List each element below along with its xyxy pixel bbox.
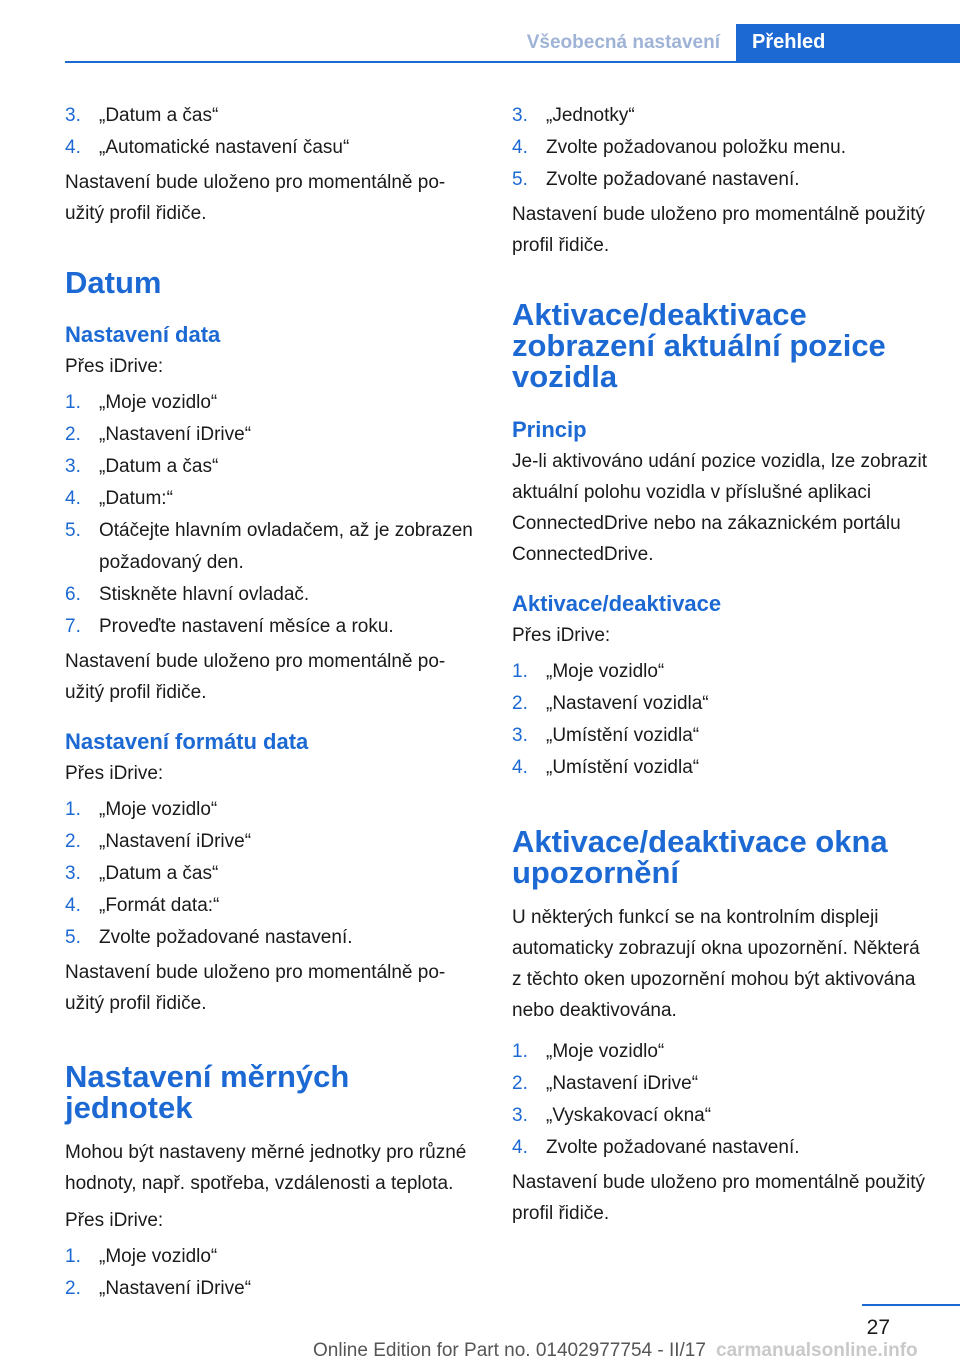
list-item <box>65 515 477 579</box>
list-item <box>512 164 930 196</box>
list-number: 1. <box>65 392 81 413</box>
list-number: 5. <box>65 927 81 948</box>
list-text: Zvolte požadovanou položku menu. <box>546 137 846 158</box>
footer-rule <box>862 1304 960 1306</box>
list-number: 4. <box>65 895 81 916</box>
list-item <box>65 387 477 419</box>
list-item <box>65 419 477 451</box>
heading-datum: Datum <box>65 265 162 300</box>
list-number: 1. <box>512 1041 528 1062</box>
list-item <box>512 1100 930 1132</box>
heading-units: Nastavení měrných jednotek <box>65 1059 350 1125</box>
list-number: 2. <box>65 1278 81 1299</box>
list-item <box>512 132 930 164</box>
list-item <box>512 1132 930 1164</box>
list-number: 3. <box>65 863 81 884</box>
left-top-list <box>65 100 477 164</box>
list-text: „Nastavení iDrive“ <box>546 1073 699 1094</box>
list-text: „Moje vozidlo“ <box>99 392 218 413</box>
list-number: 1. <box>65 1246 81 1267</box>
right-top-list <box>512 100 930 196</box>
list-item <box>65 1273 477 1305</box>
list-text: Otáčejte hlavním ovladačem, až je zobrazen požadovaný den. <box>99 520 473 573</box>
heading-nastaveni-data: Nastavení data <box>65 322 221 347</box>
left-note-2: Nastavení bude uloženo pro momentálně použitý profil řidiče. <box>65 962 446 1014</box>
list-text: Zvolte požadované nastavení. <box>99 927 353 948</box>
list-text: „Automatické nastavení času“ <box>99 137 350 158</box>
list-number: 3. <box>512 1105 528 1126</box>
list-text: Zvolte požadované nastavení. <box>546 1137 800 1158</box>
left-column <box>65 100 477 1305</box>
list-item <box>65 132 477 164</box>
units-steps <box>65 1241 477 1305</box>
list-text: „Formát data:“ <box>99 895 220 916</box>
list-number: 4. <box>512 757 528 778</box>
list-item <box>65 890 477 922</box>
list-number: 4. <box>512 137 528 158</box>
list-number: 1. <box>65 799 81 820</box>
list-item <box>512 656 930 688</box>
list-text: „Vyskakovací okna“ <box>546 1105 712 1126</box>
heading-warning-windows: Aktivace/deaktivace okna upozornění <box>512 824 888 890</box>
list-text: „Umístění vozidla“ <box>546 725 700 746</box>
date-format-steps <box>65 794 477 954</box>
list-text: „Datum a čas“ <box>99 863 219 884</box>
list-number: 2. <box>65 831 81 852</box>
list-number: 1. <box>512 661 528 682</box>
list-text: Proveďte nastavení měsíce a roku. <box>99 616 394 637</box>
list-number: 3. <box>65 456 81 477</box>
header-section-title: Všeobecná nastavení <box>526 32 720 53</box>
list-text: „Datum a čas“ <box>99 456 219 477</box>
heading-princip: Princip <box>512 417 587 442</box>
list-text: „Nastavení iDrive“ <box>99 424 252 445</box>
header-rule <box>65 61 960 63</box>
list-item <box>512 720 930 752</box>
list-text: Zvolte požadované nastavení. <box>546 169 800 190</box>
list-item <box>65 611 477 643</box>
right-column <box>512 100 930 1229</box>
list-text: „Jednotky“ <box>546 105 635 126</box>
position-steps <box>512 656 930 784</box>
list-item <box>65 451 477 483</box>
via-idrive-2: Přes iDrive: <box>65 763 164 784</box>
list-number: 4. <box>65 137 81 158</box>
right-top-note: Nastavení bude uloženo pro momentálně použitý profil řidiče. <box>512 204 925 256</box>
list-number: 4. <box>512 1137 528 1158</box>
list-text: Stiskněte hlavní ovladač. <box>99 584 310 605</box>
list-item <box>512 1036 930 1068</box>
page-number: 27 <box>866 1316 890 1339</box>
header-tab: Přehled <box>736 24 960 61</box>
list-number: 2. <box>65 424 81 445</box>
via-idrive-1: Přes iDrive: <box>65 356 164 377</box>
left-top-note: Nastavení bude uloženo pro momentálně použitý profil řidiče. <box>65 172 446 224</box>
units-description: Mohou být nastaveny měrné jednotky pro různé hodnoty, např. spotřeba, vzdálenosti a teplota. <box>65 1142 467 1194</box>
list-text: „Datum a čas“ <box>99 105 219 126</box>
list-text: „Umístění vozidla“ <box>546 757 700 778</box>
list-text: „Moje vozidlo“ <box>546 1041 665 1062</box>
warning-windows-steps <box>512 1036 930 1164</box>
list-number: 7. <box>65 616 81 637</box>
list-number: 2. <box>512 693 528 714</box>
list-item <box>65 826 477 858</box>
date-setting-steps <box>65 387 477 643</box>
list-number: 6. <box>65 584 81 605</box>
list-text: „Moje vozidlo“ <box>546 661 665 682</box>
list-item <box>65 794 477 826</box>
list-item <box>65 579 477 611</box>
heading-format-data: Nastavení formátu data <box>65 729 309 754</box>
princip-description: Je-li aktivováno udání pozice vozidla, lze zobrazit aktuální polohu vozidla v příslušné aplikaci ConnectedDrive nebo na zákaznickém portálu ConnectedDrive. <box>512 451 928 565</box>
list-number: 3. <box>512 725 528 746</box>
list-number: 2. <box>512 1073 528 1094</box>
heading-aktivace: Aktivace/deaktivace <box>512 591 722 616</box>
warning-windows-description: U některých funkcí se na kontrolním displeji automaticky zobrazují okna upozornění. Některá z těchto oken upozornění mohou být aktivována nebo deaktivována. <box>512 907 920 1021</box>
list-item <box>65 1241 477 1273</box>
via-idrive-3: Přes iDrive: <box>65 1210 164 1231</box>
list-number: 5. <box>512 169 528 190</box>
via-idrive-right: Přes iDrive: <box>512 625 611 646</box>
list-number: 4. <box>65 488 81 509</box>
list-text: „Nastavení vozidla“ <box>546 693 709 714</box>
list-text: „Moje vozidlo“ <box>99 1246 218 1267</box>
list-item <box>65 483 477 515</box>
list-item <box>512 1068 930 1100</box>
left-note-1: Nastavení bude uloženo pro momentálně použitý profil řidiče. <box>65 651 446 703</box>
list-text: „Moje vozidlo“ <box>99 799 218 820</box>
heading-vehicle-position: Aktivace/deaktivace zobrazení aktuální pozice vozidla <box>512 297 886 394</box>
list-item <box>65 858 477 890</box>
list-text: „Nastavení iDrive“ <box>99 831 252 852</box>
list-item <box>512 752 930 784</box>
right-note-2: Nastavení bude uloženo pro momentálně použitý profil řidiče. <box>512 1172 925 1224</box>
watermark: carmanualsonline.info <box>716 1340 918 1361</box>
list-item <box>65 100 477 132</box>
list-text: „Nastavení iDrive“ <box>99 1278 252 1299</box>
footer-edition: Online Edition for Part no. 01402977754 - II/17 <box>313 1340 706 1361</box>
list-item <box>512 688 930 720</box>
list-number: 3. <box>65 105 81 126</box>
list-item <box>65 922 477 954</box>
list-item <box>512 100 930 132</box>
list-number: 5. <box>65 520 81 541</box>
list-number: 3. <box>512 105 528 126</box>
list-text: „Datum:“ <box>99 488 173 509</box>
